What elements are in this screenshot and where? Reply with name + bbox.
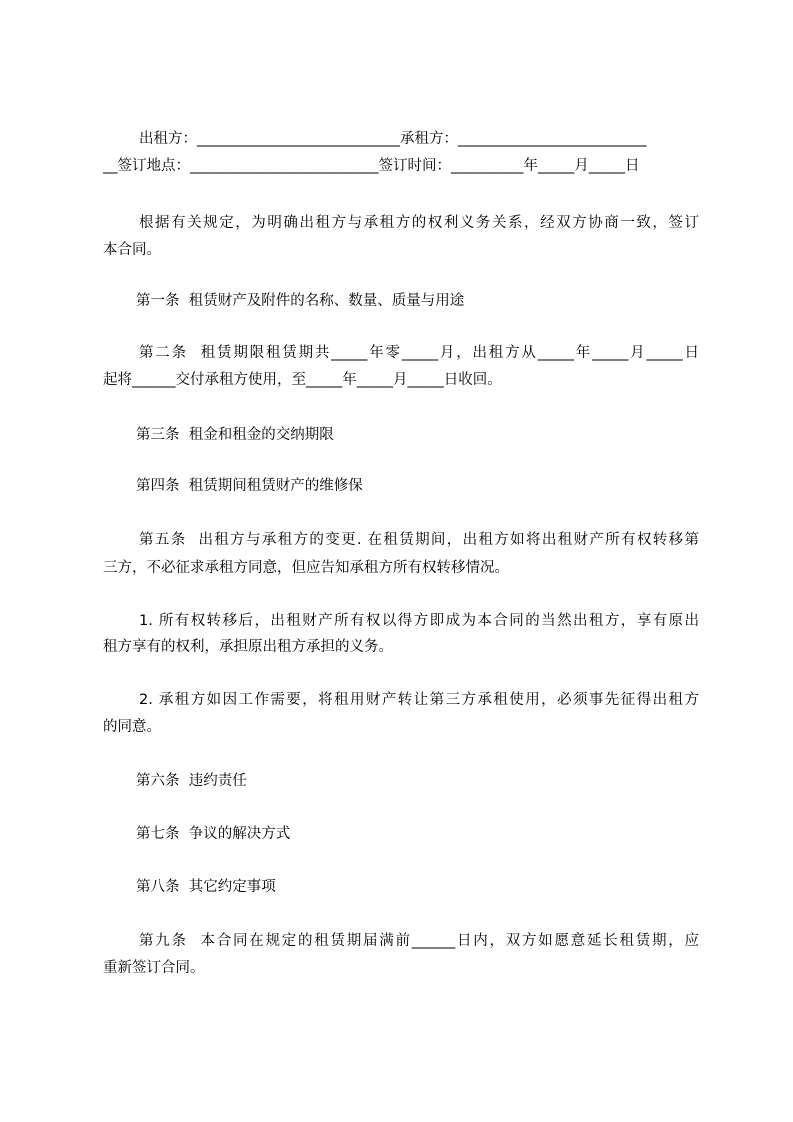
parties-line-1: 出租方：____________________________承租方：__________________________ <box>139 131 647 147</box>
article-8: 第八条 其它约定事项 <box>136 879 276 895</box>
article-9-line-2: 重新签订合同。 <box>103 960 205 976</box>
article-7: 第七条 争议的解决方式 <box>136 826 291 842</box>
parties-line-2: __签订地点：__________________________签订时间：__________年_____月_____日 <box>103 158 640 174</box>
article-9-line-1: 第九条 本合同在规定的租赁期届满前______日内，双方如愿意延长租赁期，应 <box>139 933 699 949</box>
preamble-line-2: 本合同。 <box>103 242 161 258</box>
article-2-line-1: 第二条 租赁期限租赁期共_____年零_____月，出租方从_____年_____月_____日 <box>139 345 699 361</box>
item-1-line-2: 租方享有的权利，承担原出租方承担的义务。 <box>103 639 393 655</box>
article-5-line-2: 三方，不必征求承租方同意，但应告知承租方所有权转移情况。 <box>103 560 509 576</box>
article-1: 第一条 租赁财产及附件的名称、数量、质量与用途 <box>136 293 465 309</box>
article-3: 第三条 租金和租金的交纳期限 <box>136 427 334 443</box>
item-2-line-1: 2. 承租方如因工作需要，将租用财产转让第三方承租使用，必须事先征得出租方 <box>139 692 699 708</box>
article-5-line-1: 第五条 出租方与承租方的变更. 在租赁期间，出租方如将出租财产所有权转移第 <box>139 532 699 548</box>
item-2-line-2: 的同意。 <box>103 719 161 735</box>
preamble-line-1: 根据有关规定，为明确出租方与承租方的权利义务关系，经双方协商一致，签订 <box>139 215 699 231</box>
item-1-line-1: 1. 所有权转移后，出租财产所有权以得方即成为本合同的当然出租方，享有原出 <box>139 613 699 629</box>
article-6: 第六条 违约责任 <box>136 773 247 789</box>
article-2-line-2: 起将______交付承租方使用，至_____年_____月_____日收回。 <box>103 372 502 388</box>
article-4: 第四条 租赁期间租赁财产的维修保 <box>136 478 363 494</box>
